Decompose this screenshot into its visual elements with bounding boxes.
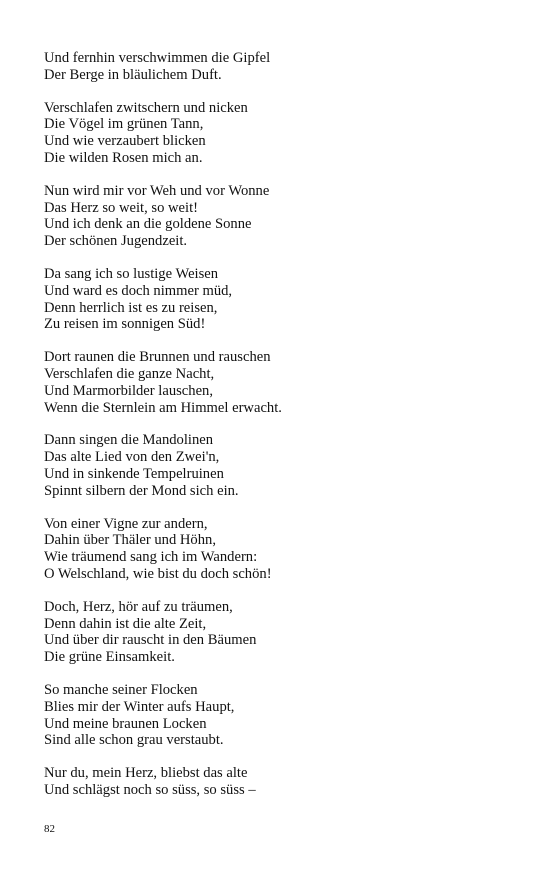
poem-line: Verschlafen die ganze Nacht, [44, 365, 215, 382]
poem-line: O Welschland, wie bist du doch schön! [44, 565, 272, 582]
page-number: 82 [44, 823, 55, 835]
poem-line: Und über dir rauscht in den Bäumen [44, 632, 257, 649]
poem-line: Dann singen die Mandolinen [44, 432, 214, 449]
poem-line: Und in sinkende Tempelruinen [44, 465, 224, 482]
poem-line: Verschlafen zwitschern und nicken [44, 99, 248, 116]
poem-line: Da sang ich so lustige Weisen [44, 265, 219, 282]
poem-line: Und fernhin verschwimmen die Gipfel [44, 50, 271, 66]
poem-line: Nun wird mir vor Weh und vor Wonne [44, 182, 270, 199]
stanza [44, 349, 514, 416]
poem-line: So manche seiner Flocken [44, 681, 198, 698]
stanza [44, 516, 514, 583]
poem-line: Dahin über Thäler und Höhn, [44, 532, 216, 549]
poem-line: Wie träumend sang ich im Wandern: [44, 549, 258, 566]
poem-line: Und ich denk an die goldene Sonne [44, 216, 252, 233]
poem-line: Die grüne Einsamkeit. [44, 649, 175, 666]
poem-text [44, 50, 514, 815]
poem-line: Der schönen Jugendzeit. [44, 233, 188, 250]
poem-line: Von einer Vigne zur andern, [44, 515, 208, 532]
stanza [44, 599, 514, 666]
poem-line: Blies mir der Winter aufs Haupt, [44, 698, 235, 715]
poem-line: Und Marmorbilder lauschen, [44, 382, 213, 399]
poem-line: Nur du, mein Herz, bliebst das alte [44, 765, 248, 782]
poem-line: Der Berge in bläulichem Duft. [44, 66, 222, 83]
poem-line: Denn dahin ist die alte Zeit, [44, 615, 207, 632]
stanza [44, 682, 514, 749]
stanza [44, 100, 514, 167]
poem-line: Das Herz so weit, so weit! [44, 199, 199, 216]
poem-line: Und ward es doch nimmer müd, [44, 282, 233, 299]
poem-line: Zu reisen im sonnigen Süd! [44, 316, 206, 333]
poem-line: Und wie verzaubert blicken [44, 133, 206, 150]
poem-line: Das alte Lied von den Zwei'n, [44, 449, 220, 466]
stanza [44, 765, 514, 799]
stanza [44, 183, 514, 250]
poem-line: Doch, Herz, hör auf zu träumen, [44, 598, 233, 615]
poem-line: Wenn die Sternlein am Himmel erwacht. [44, 399, 282, 416]
poem-line: Dort raunen die Brunnen und rauschen [44, 349, 271, 366]
stanza [44, 432, 514, 499]
stanza [44, 50, 514, 84]
poem-line: Und schlägst noch so süss, so süss – [44, 781, 256, 798]
stanza [44, 266, 514, 333]
poem-line: Spinnt silbern der Mond sich ein. [44, 482, 239, 499]
poem-line: Die wilden Rosen mich an. [44, 149, 203, 166]
poem-line: Denn herrlich ist es zu reisen, [44, 299, 218, 316]
poem-line: Die Vögel im grünen Tann, [44, 116, 204, 133]
poem-line: Sind alle schon grau verstaubt. [44, 732, 224, 749]
poem-line: Und meine braunen Locken [44, 715, 207, 732]
